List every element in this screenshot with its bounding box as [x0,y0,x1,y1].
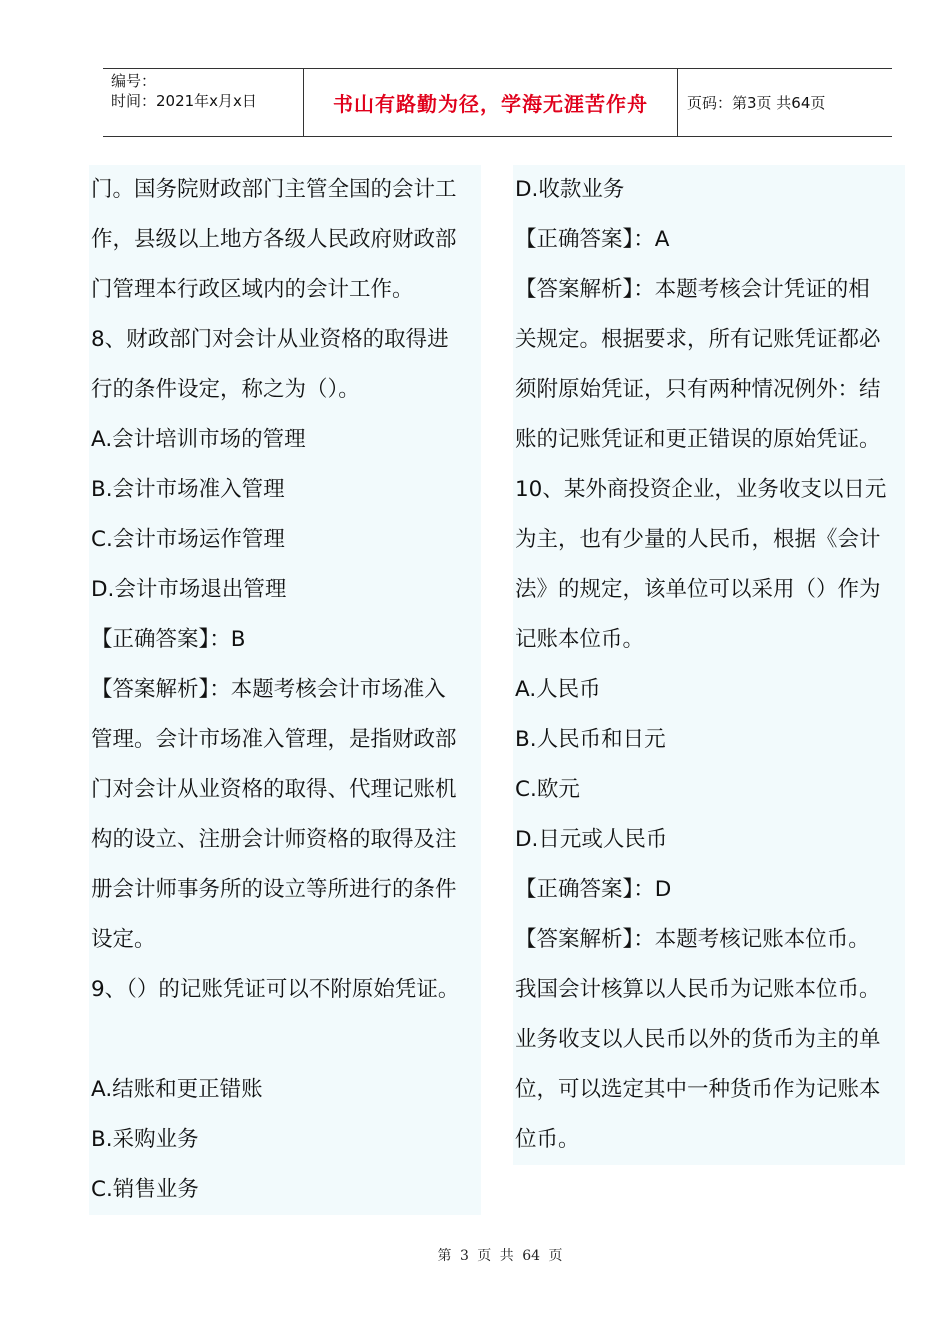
right-text-column [513,165,905,1165]
text-line: A.人民币 [515,677,601,702]
text-line: 位，可以选定其中一种货币作为记账本 [515,1077,881,1102]
motto-text: 书山有路勤为径，学海无涯苦作舟 [333,92,648,116]
text-line: 记账本位币。 [515,627,645,652]
number-label: 编号： [111,72,157,90]
text-line: B.会计市场准入管理 [91,477,285,502]
text-line: 位币。 [515,1127,580,1152]
text-line: 构的设立、注册会计师资格的取得及注 [91,827,457,852]
text-line: 为主，也有少量的人民币，根据《会计 [515,527,881,552]
text-line: 行的条件设定，称之为（）。 [91,377,360,402]
header-motto-cell [304,69,678,136]
header-meta-cell [103,69,304,136]
text-line: 【正确答案】：D [515,877,672,902]
page-footer: 第 3 页 共 64 页 [437,1248,563,1264]
text-line: 【答案解析】：本题考核会计凭证的相 [515,277,870,302]
text-line: 门对会计从业资格的取得、代理记账机 [91,777,457,802]
text-line: C.销售业务 [91,1177,199,1202]
text-line: 设定。 [91,927,156,952]
text-line: 门。国务院财政部门主管全国的会计工 [91,177,457,202]
text-line: 门管理本行政区域内的会计工作。 [91,277,414,302]
text-line: C.欧元 [515,777,580,802]
text-line: 9、（）的记账凭证可以不附原始凭证。 [91,977,460,1002]
page-label: 页码：第3页 共64页 [687,93,826,112]
text-line: A.结账和更正错账 [91,1077,263,1102]
text-line: 【正确答案】：A [515,227,670,252]
text-line: 业务收支以人民币以外的货币为主的单 [515,1027,881,1052]
text-line: B.采购业务 [91,1127,199,1152]
text-line: D.收款业务 [515,177,625,202]
text-line: 作，县级以上地方各级人民政府财政部 [91,227,457,252]
text-line: 10、某外商投资企业，业务收支以日元 [515,477,887,502]
text-line: A.会计培训市场的管理 [91,427,306,452]
text-line: 我国会计核算以人民币为记账本位币。 [515,977,881,1002]
text-line: 法》的规定，该单位可以采用（）作为 [515,577,881,602]
text-line: 须附原始凭证，只有两种情况例外：结 [515,377,881,402]
text-line: 8、财政部门对会计从业资格的取得进 [91,327,449,352]
text-line: D.日元或人民币 [515,827,668,852]
text-line: 【正确答案】：B [91,627,246,652]
text-line: 【答案解析】：本题考核会计市场准入 [91,677,446,702]
text-line: 册会计师事务所的设立等所进行的条件 [91,877,457,902]
text-line: 管理。会计市场准入管理，是指财政部 [91,727,457,752]
text-line: C.会计市场运作管理 [91,527,285,552]
text-line: B.人民币和日元 [515,727,666,752]
text-line [89,1015,481,1065]
left-text-column [89,165,481,1215]
text-line: 账的记账凭证和更正错误的原始凭证。 [515,427,881,452]
time-label: 时间：2021年x月x日 [111,92,257,110]
text-line: D.会计市场退出管理 [91,577,287,602]
text-line: 关规定。根据要求，所有记账凭证都必 [515,327,881,352]
text-line: 【答案解析】：本题考核记账本位币。 [515,927,870,952]
document-header [103,68,892,137]
header-page-cell [678,69,892,136]
